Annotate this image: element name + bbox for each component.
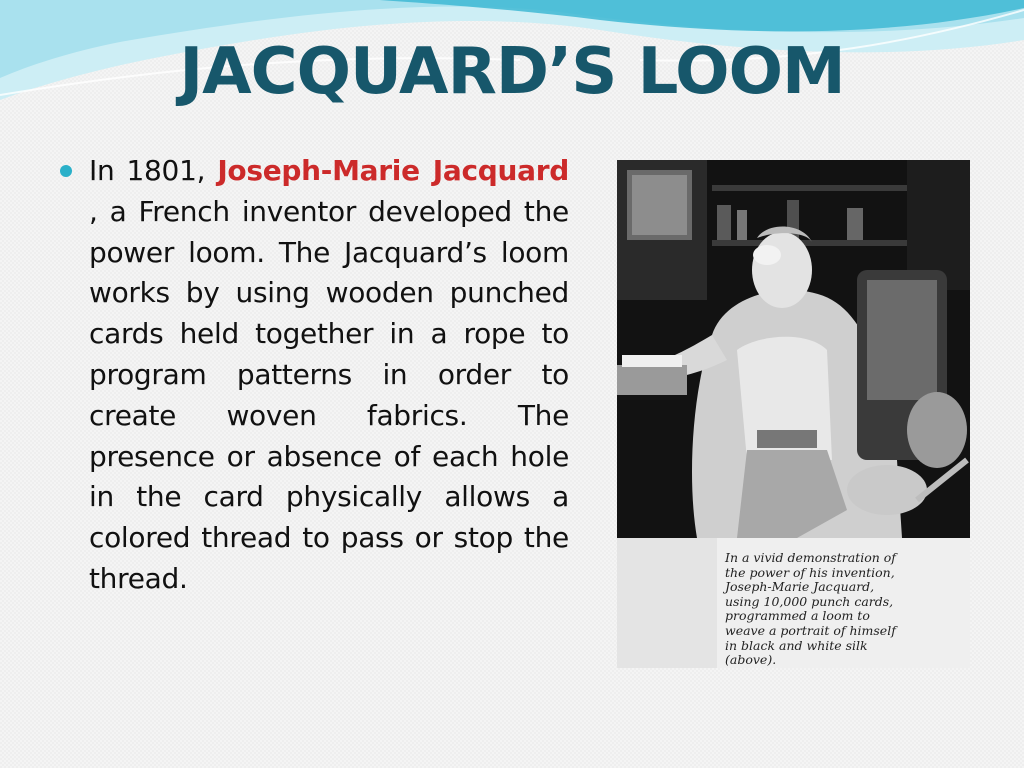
bullet-lead: In 1801, — [89, 154, 206, 187]
caption-line: (above). — [725, 652, 777, 668]
bullet-icon — [60, 165, 72, 177]
inventor-name: Joseph-Marie Jacquard — [217, 154, 569, 187]
caption-line: programmed a loom to — [725, 608, 870, 624]
caption-line: the power of his invention, — [725, 564, 895, 580]
caption-line: weave a portrait of himself — [725, 622, 896, 638]
bullet-rest: , a French inventor developed the power loom. The Jacquard’s loom works by using wooden punched cards held together in a rope to program patterns in order to create woven fabrics. The presence or absence of each hole in the card physically allows a colored thread to pass or stop the thread. — [89, 194, 569, 595]
caption-line: Joseph-Marie Jacquard, — [725, 579, 875, 595]
slide-title: JACQUARD’S LOOM — [179, 35, 845, 109]
figure-caption — [725, 551, 965, 668]
bullet-text — [89, 151, 569, 600]
caption-line: using 10,000 punch cards, — [725, 593, 894, 609]
caption-line: in black and white silk — [725, 637, 868, 653]
caption-line: In a vivid demonstration of — [725, 550, 896, 565]
